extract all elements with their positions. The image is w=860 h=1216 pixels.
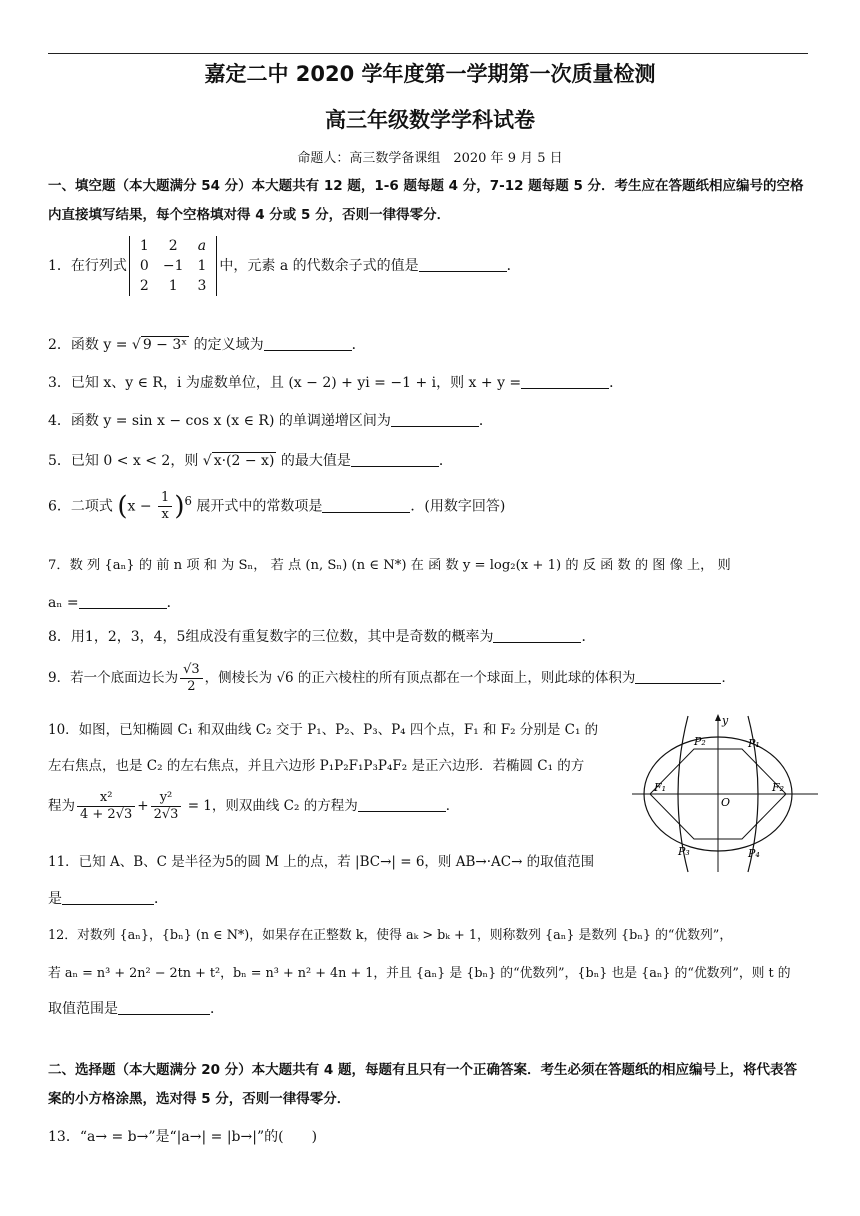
exam-title: 嘉定二中 2020 学年度第一学期第一次质量检测 <box>204 62 656 86</box>
answer-blank[interactable] <box>351 452 439 467</box>
question-6: 6．二项式 (x − $\frac{1}{x}$ )$^6$ 展开式中的常数项是 ．(用数字回答) <box>48 490 506 522</box>
ellipse-hyperbola-figure <box>632 712 818 876</box>
q12-pre: 取值范围是 <box>48 1001 118 1017</box>
question-10-line-2: 左右焦点，也是 C₂ 的左右焦点，并且六边形 P₁P₂F₁P₃P₄F₂ 是正六边形．若椭圆 C₁ 的方 <box>48 758 585 774</box>
label-f2: F₂ <box>772 781 785 794</box>
q2-post: 的定义域为 <box>189 337 264 353</box>
q10-fraction-2 <box>151 790 182 823</box>
frac-den: 2 <box>187 679 196 694</box>
question-8: 8．用1，2，3，4，5组成没有重复数字的三位数，其中是奇数的概率为 ． <box>48 629 596 645</box>
question-11-line-1: 11．已知 A、B、C 是半径为5的圆 M 上的点，若 |BC→| = 6，则 AB→·AC→ 的取值范围 <box>48 854 595 870</box>
answer-blank[interactable] <box>322 498 410 513</box>
answer-blank[interactable] <box>79 594 167 609</box>
q5-radicand: x·(2 − x) <box>213 453 275 469</box>
det-cell: −1 <box>162 258 184 274</box>
label-y: y <box>722 714 729 727</box>
det-cell: 1 <box>197 258 207 274</box>
q6-tail: ．(用数字回答) <box>410 498 506 515</box>
frac-den: 4 + 2√3 <box>80 807 133 822</box>
q6-expr: x − <box>127 498 157 515</box>
question-10-line-3: 程为 $\frac{\text{x²}}{4 + 2√3}$ + $\frac{\text{y²}}{2√3}$ = 1，则双曲线 C₂ 的方程为 ． <box>48 790 460 822</box>
q6-fraction <box>158 490 172 523</box>
frac-den: x <box>161 507 169 522</box>
frac-num: y² <box>151 790 182 807</box>
frac-num: x² <box>77 790 135 807</box>
q7-an: aₙ = <box>48 595 79 611</box>
question-3: 3．已知 x、y ∈ R，i 为虚数单位，且 (x − 2) + yi = −1 + i，则 x + y = ． <box>48 375 624 391</box>
question-9: 9．若一个底面边长为 $\frac{√3}{2}$ ，侧棱长为 √6 的正六棱柱的所有顶点都在一个球面上，则此球的体积为 ． <box>48 662 735 694</box>
question-12-line-3: 取值范围是 ． <box>48 1001 224 1017</box>
question-5: 5．已知 0 < x < 2，则 √ x·(2 − x) 的最大值是 ． <box>48 453 453 469</box>
label-p2: P₂ <box>694 735 706 748</box>
q6-post: 展开式中的常数项是 <box>191 498 323 515</box>
answer-blank[interactable] <box>493 628 581 643</box>
question-4: 4．函数 y = sin x − cos x (x ∈ R) 的单调递增区间为 ． <box>48 413 493 429</box>
label-origin: O <box>721 796 731 809</box>
det-cell: 1 <box>139 238 149 254</box>
answer-blank[interactable] <box>521 374 609 389</box>
det-cell: a <box>197 238 207 254</box>
label-p3: P₃ <box>678 845 690 858</box>
q11-pre: 是 <box>48 891 62 907</box>
y-axis-arrow <box>715 714 721 721</box>
det-cell: 2 <box>168 238 178 254</box>
author-line: 命题人：高三数学备课组 2020 年 9 月 5 日 <box>297 151 563 166</box>
q10-post: = 1，则双曲线 C₂ 的方程为 <box>183 798 358 814</box>
frac-den: 2√3 <box>153 807 179 822</box>
answer-blank[interactable] <box>358 797 446 812</box>
answer-blank[interactable] <box>264 336 352 351</box>
det-cell: 3 <box>197 278 207 294</box>
q10-fraction-1 <box>77 790 135 823</box>
q6-power: 6 <box>184 493 192 508</box>
det-cell: 0 <box>139 258 149 274</box>
answer-blank[interactable] <box>391 412 479 427</box>
q1-pre: 1．在行列式 <box>48 258 127 274</box>
answer-blank[interactable] <box>62 890 154 905</box>
question-1: 1．在行列式 1 2 a 0 −1 1 2 1 3 中，元素 a 的代数余子式的值是 ． <box>48 238 521 294</box>
question-12-line-2: 若 aₙ = n³ + 2n² − 2tn + t²，bₙ = n³ + n² + 4n + 1，并且 {aₙ} 是 {bₙ} 的“优数列”，{bₙ} 也是 {aₙ} 的“优数列”，则 t 的 <box>48 966 791 981</box>
question-2: 2．函数 y = √ 9 − 3ˣ 的定义域为 ． <box>48 337 366 353</box>
label-p4: P₄ <box>748 847 760 860</box>
question-13: 13．“a→ = b→”是“|a→| = |b→|”的( ) <box>48 1129 318 1145</box>
q9-pre: 9．若一个底面边长为 <box>48 670 179 686</box>
q9-fraction <box>180 662 203 695</box>
q1-post: 中，元素 a 的代数余子式的值是 <box>219 258 419 274</box>
question-7-line-2: aₙ = ． <box>48 595 181 611</box>
exam-subtitle: 高三年级数学学科试卷 <box>325 108 535 132</box>
q5-pre: 5．已知 0 < x < 2，则 <box>48 453 203 469</box>
question-7-line-1: 7．数 列 {aₙ} 的 前 n 项 和 为 Sₙ， 若 点 (n, Sₙ) (n ∈ N*) 在 函 数 y = log₂(x + 1) 的 反 函 数 的 图 像 上， 则 <box>48 558 731 573</box>
top-rule <box>48 53 808 54</box>
q2-radicand: 9 − 3ˣ <box>142 337 188 353</box>
answer-blank[interactable] <box>419 257 507 272</box>
q4-text: 4．函数 y = sin x − cos x (x ∈ R) 的单调递增区间为 <box>48 413 391 429</box>
q3-text: 3．已知 x、y ∈ R，i 为虚数单位，且 (x − 2) + yi = −1 + i，则 x + y = <box>48 375 522 391</box>
question-11-line-2: 是 ． <box>48 891 168 907</box>
answer-blank[interactable] <box>118 1000 210 1015</box>
section-1-heading: 一、填空题（本大题满分 54 分）本大题共有 12 题，1-6 题每题 4 分，7-12 题每题 5 分．考生应在答题纸相应编号的空格内直接填写结果，每个空格填对得 4 分或 5 分，否则一律得零分． <box>48 178 804 223</box>
frac-num: √3 <box>180 662 203 679</box>
label-p1: P₁ <box>748 737 760 750</box>
q9-mid: ，侧棱长为 √6 的正六棱柱的所有顶点都在一个球面上，则此球的体积为 <box>204 670 636 686</box>
q5-post: 的最大值是 <box>276 453 351 469</box>
q8-text: 8．用1，2，3，4，5组成没有重复数字的三位数，其中是奇数的概率为 <box>48 629 494 645</box>
q10-pre: 程为 <box>48 798 75 814</box>
det-cell: 2 <box>139 278 149 294</box>
label-f1: F₁ <box>654 781 667 794</box>
frac-num: 1 <box>158 490 172 507</box>
det-cell: 1 <box>168 278 178 294</box>
question-10-line-1: 10．如图，已知椭圆 C₁ 和双曲线 C₂ 交于 P₁、P₂、P₃、P₄ 四个点，F₁ 和 F₂ 分别是 C₁ 的 <box>48 722 599 738</box>
question-12-line-1: 12．对数列 {aₙ}，{bₙ} (n ∈ N*)，如果存在正整数 k，使得 aₖ > bₖ + 1，则称数列 {aₙ} 是数列 {bₙ} 的“优数列”， <box>48 928 733 943</box>
q1-determinant <box>129 236 217 296</box>
q6-pre: 6．二项式 <box>48 498 118 515</box>
section-2-heading: 二、选择题（本大题满分 20 分）本大题共有 4 题，每题有且只有一个正确答案．考生必须在答题纸的相应编号上，将代表答案的小方格涂黑，选对得 5 分，否则一律得零分． <box>48 1062 797 1107</box>
q2-pre: 2．函数 y = <box>48 337 132 353</box>
answer-blank[interactable] <box>635 669 721 684</box>
